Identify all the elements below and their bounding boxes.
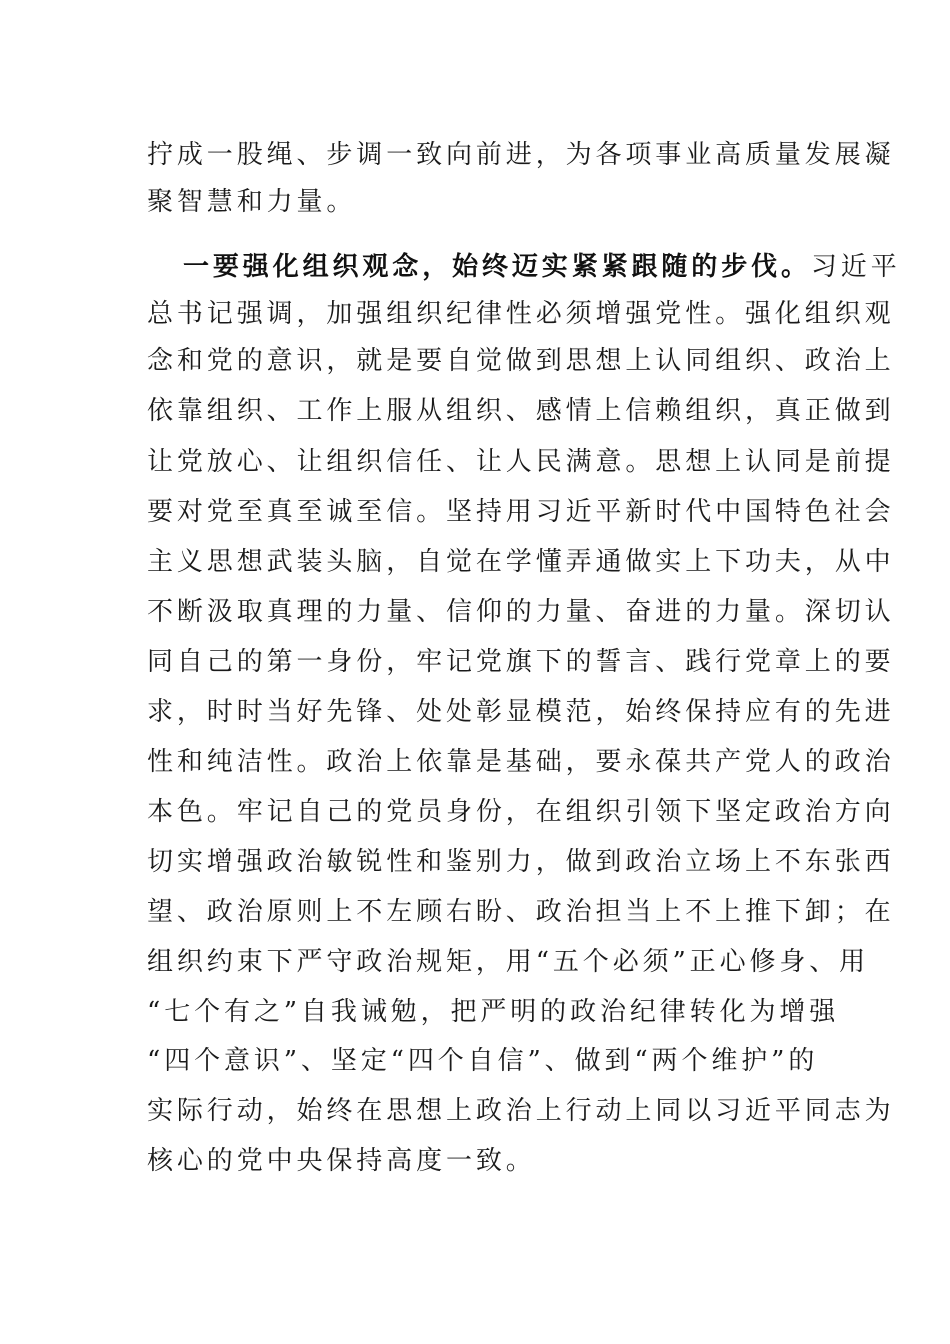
paragraph-2-line: 让党放心、让组织信任、让人民满意。思想上认同是前提	[147, 447, 895, 477]
paragraph-2-line: 性和纯洁性。政治上依靠是基础，要永葆共产党人的政治	[147, 747, 895, 777]
paragraph-2-line-1	[183, 252, 901, 282]
paragraph-2-line: 同自己的第一身份，牢记党旗下的誓言、践行党章上的要	[147, 647, 895, 677]
paragraph-2-line: 主义思想武装头脑，自觉在学懂弄通做实上下功夫，从中	[147, 547, 895, 577]
paragraph-2-line: 望、政治原则上不左顾右盼、政治担当上不上推下卸；在	[147, 897, 895, 927]
paragraph-2-line: 依靠组织、工作上服从组织、感情上信赖组织，真正做到	[147, 396, 895, 426]
paragraph-2-heading: 一要强化组织观念，始终迈实紧紧跟随的步伐。	[183, 252, 811, 282]
paragraph-2-line: 求，时时当好先锋、处处彰显模范，始终保持应有的先进	[147, 697, 895, 727]
paragraph-2-line: 要对党至真至诚至信。坚持用习近平新时代中国特色社会	[147, 497, 895, 527]
paragraph-2-line: 切实增强政治敏锐性和鉴别力，做到政治立场上不东张西	[147, 847, 895, 877]
paragraph-1-line-1: 拧成一股绳、步调一致向前进，为各项事业高质量发展凝	[147, 140, 895, 170]
paragraph-2-line: 本色。牢记自己的党员身份，在组织引领下坚定政治方向	[147, 797, 895, 827]
paragraph-2-line: 总书记强调，加强组织纪律性必须增强党性。强化组织观	[147, 299, 895, 329]
paragraph-2-line: “四个意识”、坚定“四个自信”、做到“两个维护”的	[147, 1046, 819, 1076]
paragraph-2-heading-rest: 习近平	[810, 252, 901, 282]
paragraph-2-line: 不断汲取真理的力量、信仰的力量、奋进的力量。深切认	[147, 597, 895, 627]
paragraph-2-line: 念和党的意识，就是要自觉做到思想上认同组织、政治上	[147, 346, 895, 376]
paragraph-2-line: “七个有之”自我诫勉，把严明的政治纪律转化为增强	[147, 997, 840, 1027]
paragraph-2-line: 组织约束下严守政治规矩，用“五个必须”正心修身、用	[147, 947, 870, 977]
paragraph-2-line: 实际行动，始终在思想上政治上行动上同以习近平同志为	[147, 1096, 895, 1126]
paragraph-1-line-2: 聚智慧和力量。	[147, 187, 357, 217]
paragraph-2-line: 核心的党中央保持高度一致。	[147, 1146, 536, 1176]
